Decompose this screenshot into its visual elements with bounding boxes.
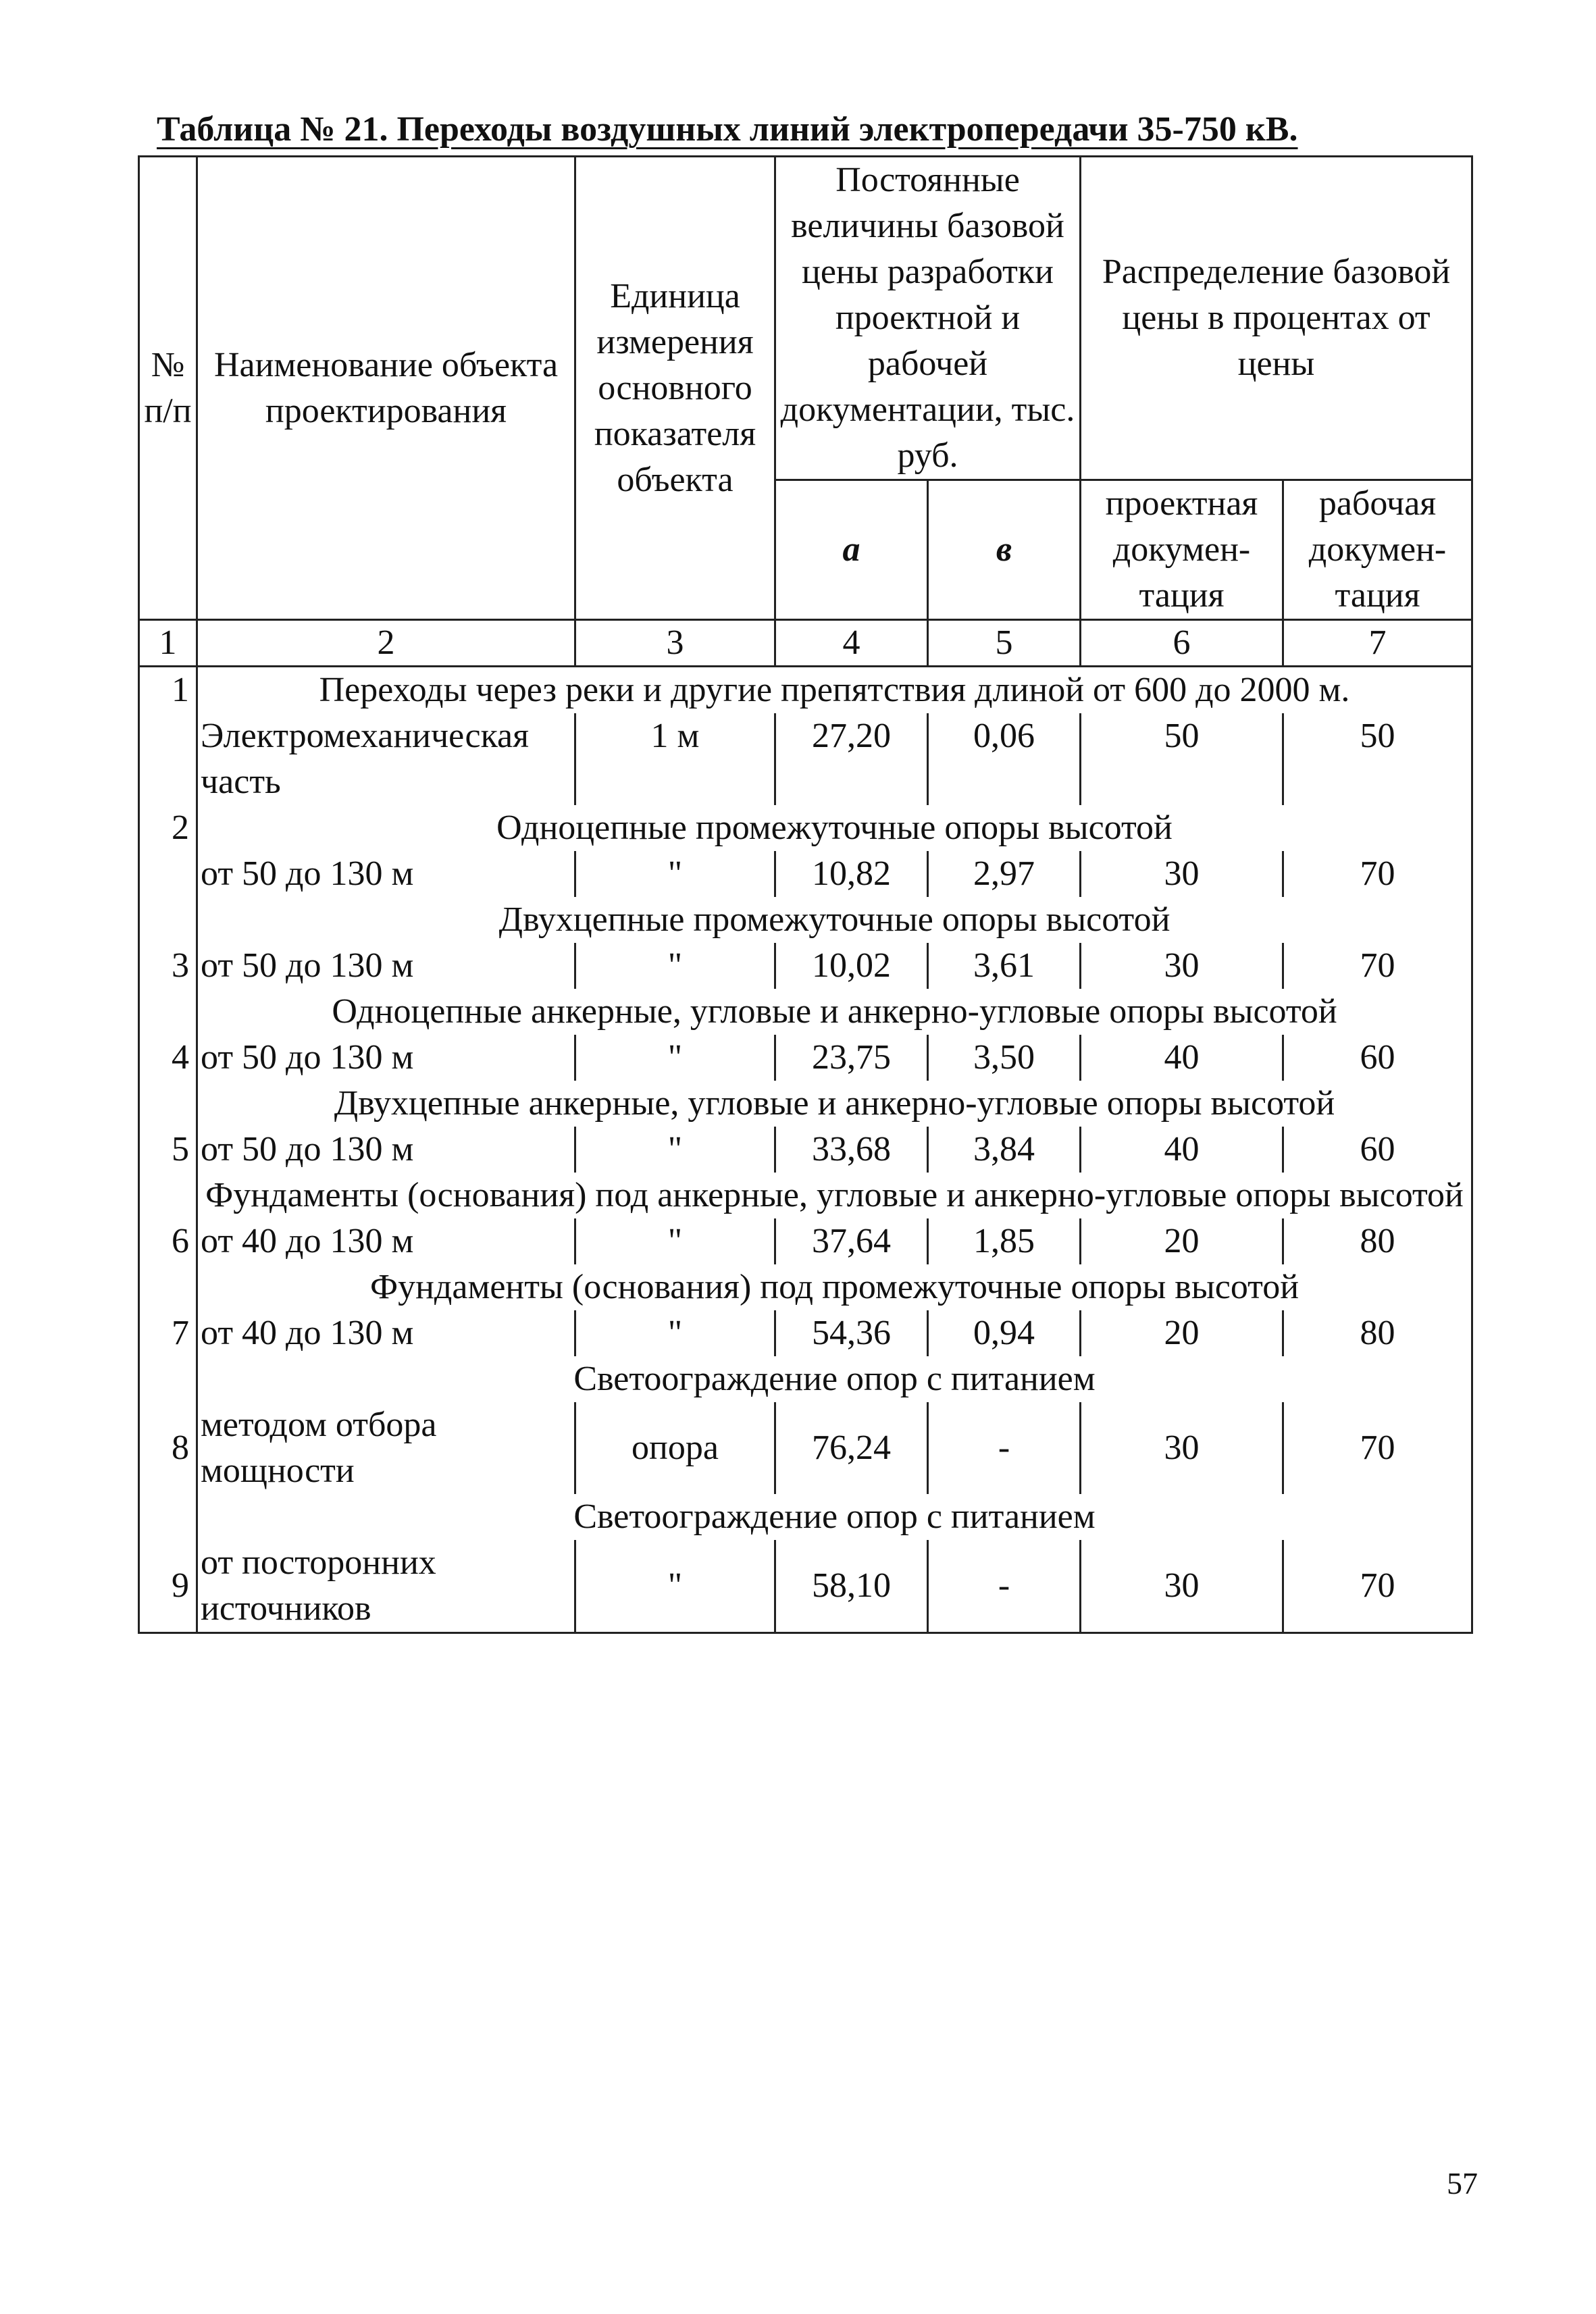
row-number: 2 [139,805,197,851]
section-heading-row [139,805,1472,851]
table-row [139,1218,1472,1264]
row-value-b: - [928,1402,1081,1494]
section-heading-row [139,1264,1472,1310]
column-number: 2 [197,620,575,667]
header-sub-a: а [775,480,928,620]
row-number-blank [139,851,197,897]
row-number: 7 [139,1310,197,1356]
row-unit: опора [575,1402,775,1494]
row-work-percent: 60 [1283,1035,1472,1081]
row-value-b: - [928,1540,1081,1633]
header-col-num: № п/п [139,157,197,620]
row-number-blank [139,1264,197,1310]
row-number: 3 [139,943,197,989]
section-heading-row [139,1356,1472,1402]
row-value-a: 54,36 [775,1310,928,1356]
column-number: 4 [775,620,928,667]
column-number: 5 [928,620,1081,667]
table-row [139,1310,1472,1356]
section-heading-row [139,667,1472,714]
header-col-const: Постоянные величины базовой цены разработки проектной и рабочей документации, тыс. руб. [775,157,1081,480]
row-number-blank [139,897,197,943]
row-value-a: 10,02 [775,943,928,989]
row-number: 5 [139,1127,197,1173]
column-number: 6 [1081,620,1283,667]
section-heading-row [139,1081,1472,1127]
section-heading: Двухцепные промежуточные опоры высотой [197,897,1472,943]
table-row [139,1127,1472,1173]
row-value-a: 76,24 [775,1402,928,1494]
section-heading: Одноцепные анкерные, угловые и анкерно-угловые опоры высотой [197,989,1472,1035]
row-unit: " [575,1218,775,1264]
row-number-blank [139,1173,197,1218]
row-unit: " [575,943,775,989]
row-name: от 50 до 130 м [197,851,575,897]
row-name: от 50 до 130 м [197,1035,575,1081]
section-heading: Светоограждение опор с питанием [197,1356,1472,1402]
section-heading: Переходы через реки и другие препятствия длиной от 600 до 2000 м. [197,667,1472,714]
row-name: от посторонних источников [197,1540,575,1633]
header-sub-work: рабочая докумен-тация [1283,480,1472,620]
column-number: 7 [1283,620,1472,667]
row-number-blank [139,713,197,805]
table-row [139,1035,1472,1081]
row-number-blank [139,1494,197,1540]
row-value-b: 1,85 [928,1218,1081,1264]
row-value-a: 33,68 [775,1127,928,1173]
section-heading-row [139,897,1472,943]
row-project-percent: 50 [1081,713,1283,805]
row-project-percent: 20 [1081,1218,1283,1264]
row-number: 8 [139,1402,197,1494]
table-row [139,1402,1472,1494]
row-work-percent: 50 [1283,713,1472,805]
row-unit: " [575,1035,775,1081]
row-unit: " [575,851,775,897]
row-value-b: 0,06 [928,713,1081,805]
row-work-percent: 70 [1283,1540,1472,1633]
row-project-percent: 30 [1081,851,1283,897]
header-col-name: Наименование объекта проектирования [197,157,575,620]
header-row-main [139,157,1472,480]
row-number-blank [139,989,197,1035]
row-project-percent: 30 [1081,1402,1283,1494]
row-work-percent: 80 [1283,1218,1472,1264]
row-name: методом отбора мощности [197,1402,575,1494]
table-row [139,943,1472,989]
section-heading: Двухцепные анкерные, угловые и анкерно-угловые опоры высотой [197,1081,1472,1127]
header-sub-project: проектная докумен-тация [1081,480,1283,620]
row-value-b: 3,50 [928,1035,1081,1081]
row-name: от 50 до 130 м [197,1127,575,1173]
row-value-b: 3,84 [928,1127,1081,1173]
section-heading: Одноцепные промежуточные опоры высотой [197,805,1472,851]
row-number: 9 [139,1540,197,1633]
header-col-unit: Единица измерения основного показателя объекта [575,157,775,620]
page-number: 57 [1447,2166,1478,2201]
row-unit: 1 м [575,713,775,805]
row-name: от 50 до 130 м [197,943,575,989]
header-col-distribution: Распределение базовой цены в процентах от цены [1081,157,1472,480]
row-work-percent: 60 [1283,1127,1472,1173]
row-project-percent: 40 [1081,1035,1283,1081]
section-heading: Фундаменты (основания) под промежуточные опоры высотой [197,1264,1472,1310]
row-work-percent: 70 [1283,851,1472,897]
row-value-b: 2,97 [928,851,1081,897]
row-unit: " [575,1310,775,1356]
row-name: от 40 до 130 м [197,1310,575,1356]
row-number: 4 [139,1035,197,1081]
table-title: Таблица № 21. Переходы воздушных линий электропередачи 35-750 кВ. [157,110,1298,149]
row-work-percent: 80 [1283,1310,1472,1356]
column-number-row [139,620,1472,667]
row-value-b: 3,61 [928,943,1081,989]
table-row [139,851,1472,897]
table-row [139,1540,1472,1633]
section-heading: Светоограждение опор с питанием [197,1494,1472,1540]
row-value-a: 27,20 [775,713,928,805]
row-project-percent: 30 [1081,943,1283,989]
section-heading-row [139,989,1472,1035]
row-unit: " [575,1127,775,1173]
price-table [138,155,1473,1634]
row-name: Электромеханическая часть [197,713,575,805]
row-value-b: 0,94 [928,1310,1081,1356]
row-number: 6 [139,1218,197,1264]
row-number: 1 [139,667,197,714]
row-project-percent: 20 [1081,1310,1283,1356]
column-number: 1 [139,620,197,667]
section-heading-row [139,1173,1472,1218]
row-unit: " [575,1540,775,1633]
section-heading-row [139,1494,1472,1540]
row-value-a: 10,82 [775,851,928,897]
section-heading: Фундаменты (основания) под анкерные, угловые и анкерно-угловые опоры высотой [197,1173,1472,1218]
row-value-a: 37,64 [775,1218,928,1264]
row-name: от 40 до 130 м [197,1218,575,1264]
header-sub-b: в [928,480,1081,620]
row-project-percent: 40 [1081,1127,1283,1173]
row-project-percent: 30 [1081,1540,1283,1633]
row-work-percent: 70 [1283,943,1472,989]
row-value-a: 58,10 [775,1540,928,1633]
row-work-percent: 70 [1283,1402,1472,1494]
row-value-a: 23,75 [775,1035,928,1081]
table-row [139,713,1472,805]
row-number-blank [139,1356,197,1402]
column-number: 3 [575,620,775,667]
row-number-blank [139,1081,197,1127]
